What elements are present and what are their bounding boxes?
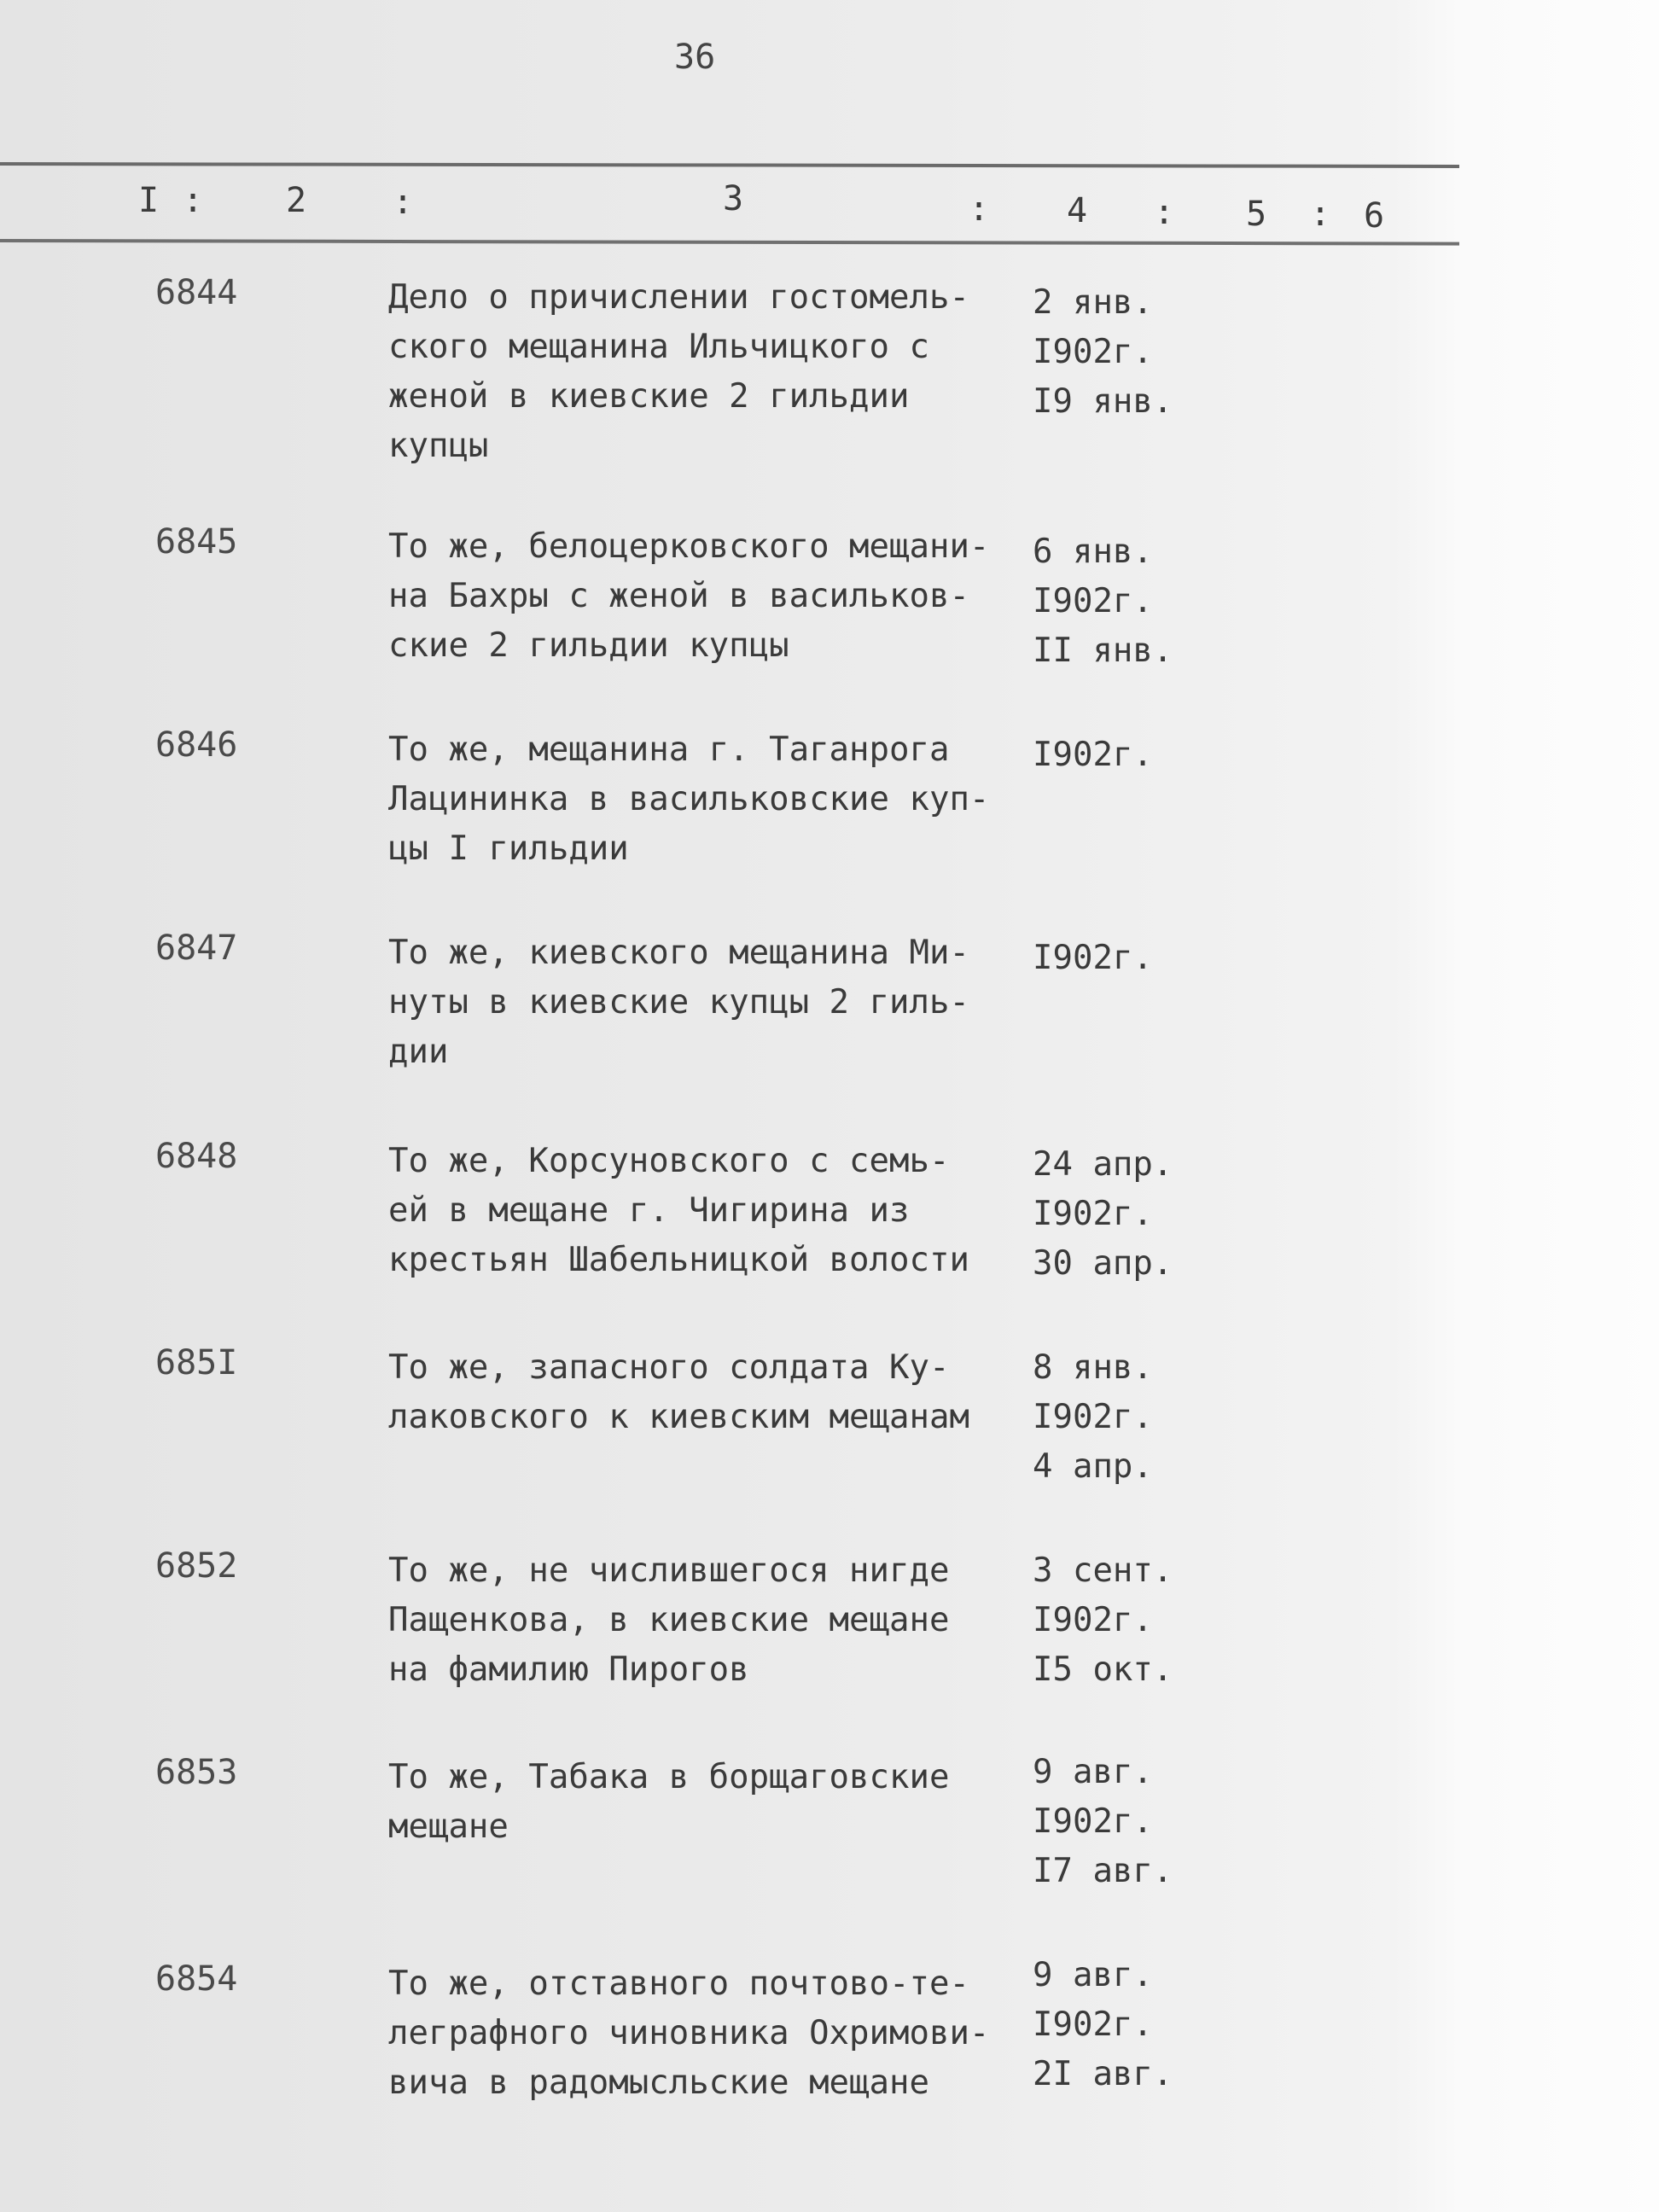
header-separator: : — [183, 181, 204, 220]
date-end: 4 апр. — [1033, 1447, 1153, 1486]
date-year: I902г. — [1033, 1601, 1153, 1639]
entry-dates — [1033, 278, 1173, 427]
entry-description — [388, 273, 1037, 471]
description-line: нуты в киевские купцы 2 гиль- — [388, 983, 969, 1022]
date-end: 2I авг. — [1033, 2055, 1173, 2093]
description-line: на фамилию Пирогов — [388, 1650, 749, 1689]
entry-number: 6845 — [155, 522, 238, 562]
entry-description — [388, 522, 1037, 671]
entry-description — [388, 1343, 1037, 1442]
description-line: Пащенкова, в киевские мещане — [388, 1601, 950, 1639]
entry-number: 6844 — [155, 273, 238, 312]
date-start: 24 апр. — [1033, 1145, 1173, 1184]
description-line: лаковского к киевским мещанам — [388, 1398, 969, 1436]
description-line: на Бахры с женой в васильков- — [388, 577, 969, 615]
entry-dates — [1033, 527, 1173, 676]
date-year: I902г. — [1033, 582, 1153, 620]
entry-dates — [1033, 1343, 1153, 1492]
description-line: То же, мещанина г. Таганрога — [388, 731, 950, 769]
description-line: Дело о причислении гостомель- — [388, 278, 969, 317]
description-line: леграфного чиновника Охримови- — [388, 2014, 990, 2052]
description-line: ского мещанина Ильчицкого с — [388, 328, 929, 366]
entry-dates — [1033, 1140, 1173, 1289]
date-year: I902г. — [1033, 1195, 1153, 1233]
date-start: 3 сент. — [1033, 1551, 1173, 1590]
header-col-5: 5 — [1246, 195, 1267, 234]
entry-number: 6846 — [155, 725, 238, 765]
entry-description — [388, 1137, 1037, 1285]
entry-number: 685I — [155, 1343, 238, 1382]
description-line: То же, не числившегося нигде — [388, 1551, 950, 1590]
description-line: То же, киевского мещанина Ми- — [388, 934, 969, 972]
description-line: То же, отставного почтово-те- — [388, 1965, 969, 2003]
description-line: То же, Корсуновского с семь- — [388, 1142, 950, 1180]
page-number: 36 — [674, 38, 716, 77]
date-start: 6 янв. — [1033, 533, 1153, 571]
header-separator: : — [1310, 195, 1331, 234]
entry-dates — [1033, 1546, 1173, 1695]
header-separator: : — [1154, 193, 1175, 232]
header-col-4: 4 — [1067, 191, 1088, 230]
entry-number: 6854 — [155, 1959, 238, 1999]
entry-dates — [1033, 731, 1153, 780]
date-end: I9 янв. — [1033, 382, 1173, 421]
date-year: I902г. — [1033, 939, 1153, 977]
date-end: II янв. — [1033, 632, 1173, 670]
header-col-3: 3 — [723, 179, 744, 218]
description-line: То же, запасного солдата Ку- — [388, 1348, 950, 1387]
date-year: I902г. — [1033, 2005, 1153, 2044]
date-end: 30 апр. — [1033, 1244, 1173, 1283]
header-bottom-rule — [0, 239, 1459, 246]
description-line: ские 2 гильдии купцы — [388, 626, 789, 665]
entry-number: 6848 — [155, 1137, 238, 1176]
header-separator: : — [969, 189, 990, 229]
date-start: 9 авг. — [1033, 1956, 1153, 1994]
header-col-2: 2 — [286, 181, 307, 220]
description-line: ей в мещане г. Чигирина из — [388, 1191, 910, 1230]
date-start: 8 янв. — [1033, 1348, 1153, 1387]
description-line: цы I гильдии — [388, 830, 629, 868]
entry-number: 6853 — [155, 1753, 238, 1792]
entry-description — [388, 1753, 1037, 1852]
description-line: Лацининка в васильковские куп- — [388, 780, 990, 818]
date-year: I902г. — [1033, 333, 1153, 371]
description-line: вича в радомысльские мещане — [388, 2064, 929, 2102]
description-line: крестьян Шабельницкой волости — [388, 1241, 969, 1279]
entry-description — [388, 1546, 1037, 1695]
description-line: То же, белоцерковского мещани- — [388, 527, 990, 566]
entry-description — [388, 725, 1037, 874]
header-col-1: I — [138, 181, 160, 220]
description-line: женой в киевские 2 гильдии — [388, 377, 910, 416]
header-col-6: 6 — [1364, 196, 1385, 236]
date-end: I7 авг. — [1033, 1852, 1173, 1890]
date-year: I902г. — [1033, 1398, 1153, 1436]
date-end: I5 окт. — [1033, 1650, 1173, 1689]
description-line: То же, Табака в борщаговские — [388, 1758, 950, 1796]
entry-description — [388, 928, 1037, 1077]
header-separator: : — [393, 183, 414, 222]
entry-dates — [1033, 1951, 1173, 2099]
entry-number: 6852 — [155, 1546, 238, 1586]
description-line: мещане — [388, 1807, 509, 1846]
description-line: купцы — [388, 427, 489, 465]
entry-dates — [1033, 1748, 1173, 1896]
entry-number: 6847 — [155, 928, 238, 968]
description-line: дии — [388, 1033, 449, 1071]
date-start: 2 янв. — [1033, 283, 1153, 322]
date-start: 9 авг. — [1033, 1753, 1153, 1791]
entry-dates — [1033, 934, 1153, 983]
header-top-rule — [0, 162, 1459, 168]
date-year: I902г. — [1033, 736, 1153, 774]
entry-description — [388, 1959, 1037, 2108]
date-year: I902г. — [1033, 1802, 1153, 1841]
